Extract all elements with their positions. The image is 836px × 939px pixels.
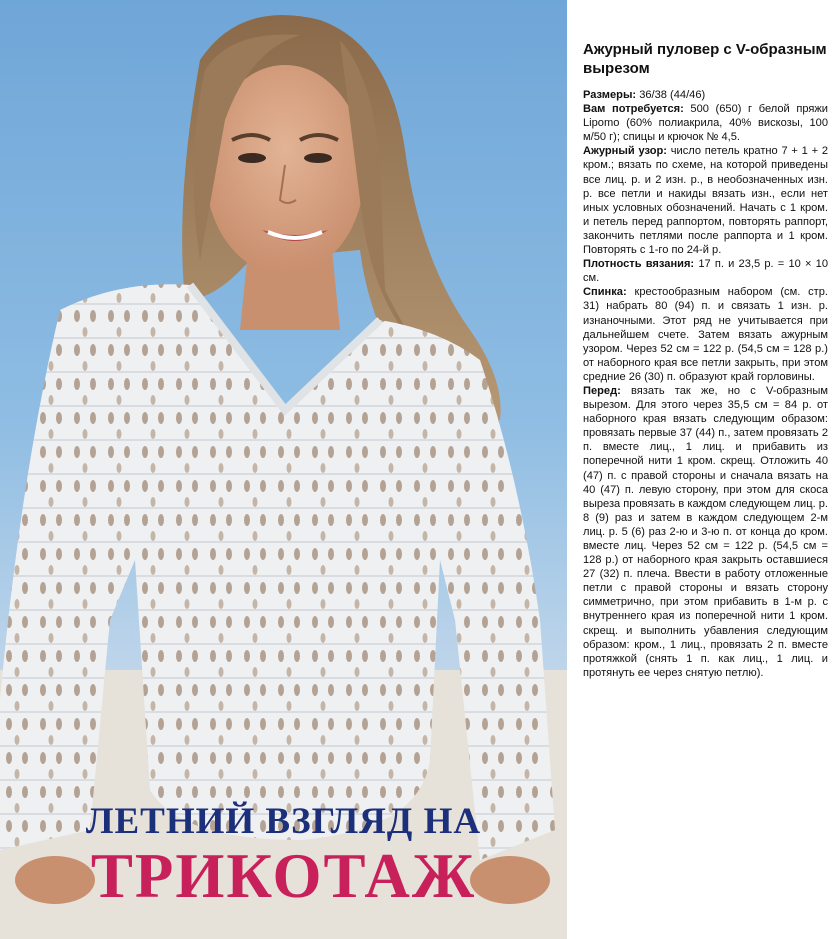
instructions-column	[567, 0, 836, 939]
section-gauge	[583, 257, 828, 285]
article-body	[583, 88, 828, 680]
section-text: крестообразным набором (см. стр. 31) набрать 80 (94) п. и связать 1 изн. р. изнаночными. Этот ряд не учитывается при дальнейшем счете. Затем вязать ажурным узором. Через 52 см = 122 р. (54,5 см = 128 р.) от наборного края все петли закрыть, при этом средние 26 (30) п. образуют край горловины.	[583, 286, 828, 383]
section-label: Ажурный узор:	[583, 145, 667, 158]
section-text: 17 п. и 23,5 р. = 10 × 10 см.	[583, 258, 828, 285]
section-materials	[583, 102, 828, 144]
section-label: Размеры:	[583, 89, 637, 101]
section-lace-pattern	[583, 144, 828, 257]
section-label: Перед:	[583, 384, 621, 397]
section-sizes	[583, 88, 828, 102]
section-front	[583, 384, 828, 680]
section-back	[583, 285, 828, 384]
section-label: Вам потребуется:	[583, 103, 684, 116]
section-label: Плотность вязания:	[583, 258, 695, 271]
headline-line-2: ТРИКОТАЖ	[90, 841, 477, 911]
section-text: 36/38 (44/46)	[636, 89, 706, 101]
article-title: Ажурный пуловер с V-образным вырезом	[583, 41, 827, 77]
section-label: Спинка:	[583, 286, 627, 299]
section-text: число петель кратно 7 + 1 + 2 кром.; вязать по схеме, на которой приведены все лиц. р. и 2 изн. р., в необозначенных изн. р. все петли и накиды вязать изн., если нет иных условных обозначений. Начать с 1 кром. и петель перед раппортом, повторять раппорт, закончить петлями после раппорта и 1 кром. Повторять с 1-го по 24-й р.	[583, 145, 829, 257]
headline-line-1: ЛЕТНИЙ ВЗГЛЯД НА	[85, 801, 482, 842]
section-text: вязать так же, но с V-образным вырезом. Для этого через 35,5 см = 84 р. от наборного края вязать следующим образом: провязать первые 37 (44) п., затем провязать 2 п. вместе лиц., 1 лиц. и прибавить из поперечной нити 1 кром. скрещ. Отложить 40 (47) п. с правой стороны и сначала вязать на 40 (47) п. левую сторону, при этом для скоса выреза провязать в каждом следующем лиц. р. 8 (9) раз и затем в каждом следующем 2-м лиц. р. 5 (6) раз 2-ю и 3-ю п. от конца до кром. вместе лиц. Через 52 см = 122 р. (54,5 см = 128 р.) от наборного края закрыть оставшиеся 27 (32) п. плеча. Ввести в работу отложенные петли с правой стороны и вязать сторону симметрично, при этом прибавить в 1-м р. с внутреннего края из поперечной нити 1 кром. скрещ. и выполнить убавления следующим образом: кром., 1 лиц., провязать 2 п. вместе протяжкой (снять 1 п. как лиц., 1 лиц. и протянуть ее через снятую петлю).	[583, 384, 829, 679]
section-text: 500 (650) г белой пряжи Lipomo (60% полиакрила, 40% вискозы, 100 м/50 г); спицы и крючок № 4,5.	[583, 103, 828, 144]
